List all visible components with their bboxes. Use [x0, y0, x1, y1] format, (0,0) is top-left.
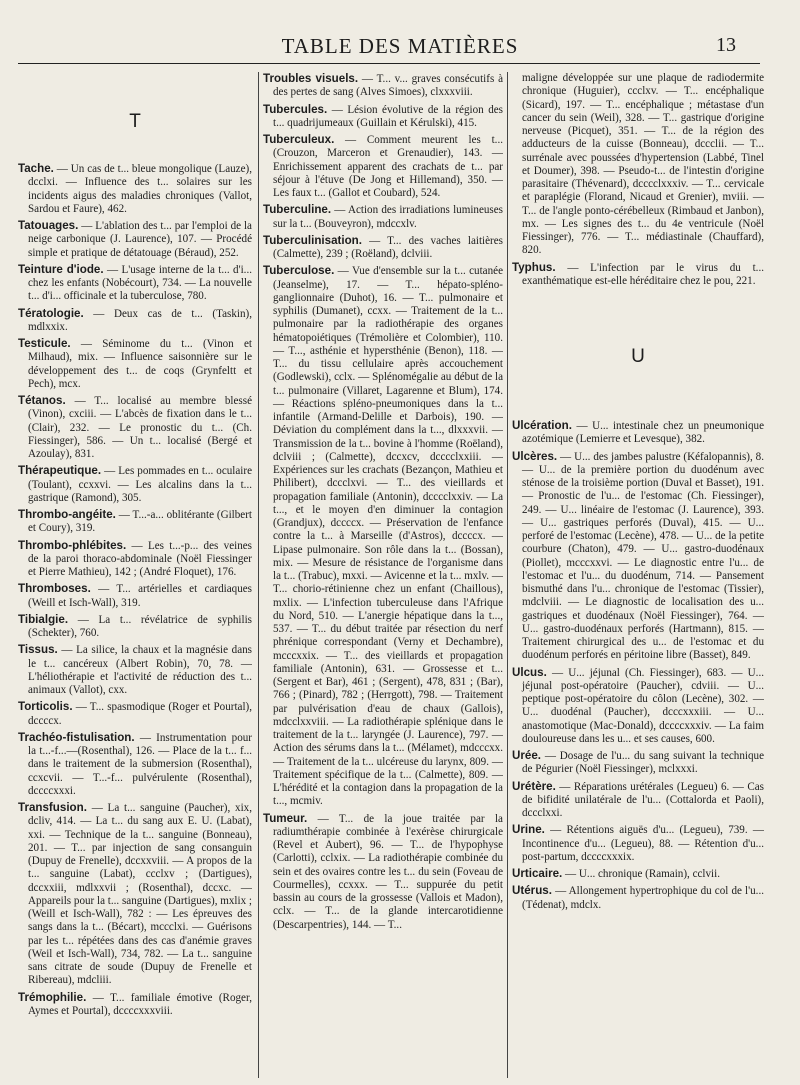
entry-text: — T...-a... oblitérante (Gilbert et Coury), 319.: [28, 509, 252, 535]
entry-text: — Réparations urétérales (Legueu) 6. — Cas de bifidité unilatérale de l'u... (Cottalorda et Paoli), dccclxxi.: [522, 780, 764, 819]
entry-text: — Rétentions aiguës d'u... (Legueu), 739. — Incontinence d'u... (Legueu), 88. — Rétention d'u... post-partum, dccccxxxix.: [522, 824, 764, 863]
entry-term: Ulcération.: [512, 419, 572, 432]
entry-text: — U... chronique (Ramain), cclvii.: [562, 868, 720, 880]
entry-term: Testicule.: [18, 337, 71, 350]
entry-term: Tératologie.: [18, 306, 84, 320]
entry-text: — U... jéjunal (Ch. Fiessinger), 683. — U... jéjunal post-opératoire (Paucher), cdviii. — U... peptique post-opératoire du côlon (Lecène), 302. — U... duodénal (Paucher), dcccxxxiii. — U... anastomotique (Mac-Donald), dccccxxxiv. — La faim douloureuse dans les u... et ses causes, 600.: [522, 666, 764, 745]
entry-text: — Un cas de t... bleue mongolique (Lauze), dcclxi. — Influence des t... solaires sur les incidents aigus des maladies chroniques (Vallot, Sardou et Faure), 462.: [28, 163, 252, 215]
entry-text: — Les pommades en t... oculaire (Toulant), ccxxvi. — Les alcalins dans la t... gastrique (Ramond), 305.: [28, 465, 252, 504]
index-entry: [512, 867, 764, 881]
index-entry: [18, 643, 252, 697]
entry-text: — T... spasmodique (Roger et Pourtal), dccccx.: [28, 701, 252, 727]
index-entry: [18, 219, 252, 260]
index-entry: [512, 884, 764, 912]
entry-term: Tibialgie.: [18, 612, 69, 626]
index-entry: [512, 666, 764, 747]
entry-term: Thrombo-angéite.: [18, 508, 116, 521]
index-entry: [18, 991, 252, 1019]
entry-term: Tissus.: [18, 643, 58, 657]
entry-list: [512, 261, 764, 289]
index-entry: [263, 812, 503, 932]
index-entry: [512, 749, 764, 777]
entry-term: Thrombo-phlébites.: [18, 538, 127, 552]
index-entry: [512, 261, 764, 289]
entry-text: — Dosage de l'u... du sang suivant la technique de Pégurier (Noël Fiessinger), mclxxxi.: [522, 750, 764, 776]
entry-text: — Action des irradiations lumineuses sur la t... (Bouveyron), mdccxlv.: [273, 204, 503, 230]
entry-text: — Séminome du t... (Vinon et Milhaud), mix. — Influence saisonnière sur le développement des t... de coqs (Grynfeltt et Pech), mcx.: [28, 338, 252, 390]
entry-text: — L'usage interne de la t... d'i... chez les enfants (Nobécourt), 734. — La nouvelle t... d'i... officinale et la tuberculose, 780.: [28, 263, 252, 303]
section-letter-u: U: [631, 346, 645, 367]
index-entry: [18, 307, 252, 335]
page-title: TABLE DES MATIÈRES: [281, 34, 519, 58]
entry-term: Trachéo-fistulisation.: [18, 730, 135, 744]
column-middle: [263, 72, 503, 1082]
index-entry: [512, 419, 764, 447]
entry-term: Troubles visuels.: [263, 72, 359, 85]
entry-term: Urétère.: [512, 779, 556, 793]
column-left: [18, 72, 252, 1082]
entry-term: Urticaire.: [512, 867, 563, 880]
section-letter-t: T: [129, 111, 141, 132]
entry-term: Thérapeutique.: [18, 464, 102, 478]
entry-term: Tache.: [18, 162, 54, 175]
entry-term: Tuberculinisation.: [263, 233, 362, 247]
index-entry: [18, 263, 252, 304]
entry-text: — T... artérielles et cardiaques (Weill et Isch-Wall), 319.: [28, 583, 252, 609]
index-entry: [18, 162, 252, 216]
entry-term: Tatouages.: [18, 219, 79, 232]
index-entry: [18, 464, 252, 505]
index-entry: [18, 582, 252, 610]
entry-term: Tétanos.: [18, 394, 66, 407]
index-entry: [18, 613, 252, 641]
entry-term: Ulcères.: [512, 449, 558, 463]
column-right: [512, 72, 764, 1082]
entry-text: — T... de la joue traitée par la radiumthérapie combinée à l'exérèse chirurgicale (Revel et Aubert), 96. — T... de l'hypophyse (Carlotti), cclxix. — La radiothérapie combinée du sein et des ovaires contre les t... du sein (Foveau de Courmelles), ccxxx. — T... suppurée du petit bassin au cours de la grossesse (Vallois et Madon), cclx. — T... de la glande intercarotidienne (Descarpentries), 144. — T...: [273, 812, 503, 931]
entry-text: — La t... sanguine (Paucher), xix, dcliv, 414. — La t... du sang aux E. U. (Labat), xxi. — Technique de la t... sanguine (Bonneau), 201. — T... par injection de sang consanguin (Dupuy de Frenelle), dccxxviii. — A propos de la t... sanguine (Labat), ccclxv ; (Dartigues), dccxxiii, mdlxxvii ; (Rosenthal), dccxc. — Appareils pour la t... sanguine (Dartigues), mxlix ; (Weill et Isch-Wall), 782 : — Les épreuves des sangs dans la t... (Bécart), mccclxi. — Guérisons par les t... répétées dans des cas d'anémie graves (Weil et Isch-Wall), 734, 782. — La t... sanguine sans citrate de soude (Dupuy de Frenelle et Ribereau), mdcliii.: [28, 802, 252, 987]
entry-term: Trémophilie.: [18, 990, 87, 1004]
entry-term: Urine.: [512, 823, 545, 837]
index-entry: [18, 394, 252, 461]
index-entry: [263, 203, 503, 231]
column-divider: [258, 72, 259, 1078]
column-divider: [507, 72, 508, 1078]
entry-list: [18, 162, 252, 1018]
index-entry: [18, 337, 252, 391]
entry-term: Tumeur.: [263, 811, 308, 825]
entry-text: — T... familiale émotive (Roger, Aymes et Pourtal), dccccxxxviii.: [28, 991, 252, 1017]
entry-text: — Les t...-p... des veines de la paroi thoraco-abdominale (Noël Fiessinger et Pierre Mathieu), 142 ; (André Floquet), 176.: [28, 539, 252, 578]
entry-term: Tubercules.: [263, 102, 328, 116]
entry-list: [263, 72, 503, 932]
entry-text: — Lésion évolutive de la région des t... quadrijumeaux (Guillain et Kérulski), 415.: [273, 103, 503, 129]
entry-term: Urée.: [512, 749, 542, 762]
header-rule: [18, 63, 760, 64]
index-entry: [18, 539, 252, 580]
entry-text: — Deux cas de t... (Taskin), mdlxxix.: [28, 307, 252, 333]
entry-text: — Comment meurent les t... (Crouzon, Marceron et Grenaudier), 143. — Enrichissement apparent des crachats de t... par séjour à l'étuve (De Jong et Hillemand), 350. — Les faux t... (Gallot et Coubard), 524.: [273, 134, 503, 199]
entry-text: — La t... révélatrice de syphilis (Schekter), 760.: [28, 613, 252, 639]
index-entry: [263, 264, 503, 808]
entry-text: — T... v... graves consécutifs à des pertes de sang (Alves Simoes), clxxxviii.: [273, 73, 503, 99]
entry-list: [512, 419, 764, 912]
entry-text: — U... des jambes palustre (Kéfalopannis), 8. — U... de la première portion du duodénum avec sténose de la troisième portion (Duval et Basset), 191. — Pronostic de l'u... de l'estomac (Ch. Fiessinger), 249. — U... linéaire de l'estomac (J. Laurence), 393. — U... gastriques perforés (Duval), 415. — U... perforé de l'estomac (Lecène), 478. — U... de la petite courbure (Chaton), 479. — U... gastro-duodénaux (Piollet), mcccxxvi. — Le diagnostic entre l'u... de l'estomac et l'u... du duodénum, 714. — Pansement bismuthé dans l'u... chronique de l'estomac (Tissier), mdclviii. — Le diagnostic de localisation des u... gastriques et duodénaux (Noël Fiessinger), 764. — U... gastro-duodénaux perforés (Hartmann), 815. — Traitement chirurgical des u... de l'estomac et du duodénum perforés en péritoine libre (Basset), 849.: [522, 450, 764, 662]
entry-term: Utérus.: [512, 884, 552, 898]
page-number: 13: [716, 34, 736, 56]
index-entry: [263, 103, 503, 131]
index-entry: [512, 780, 764, 821]
index-entry: [18, 801, 252, 988]
entry-text: — L'ablation des t... par l'emploi de la neige carbonique (J. Laurence), 107. — Procédé simple et pratique de détatouage (Béraud), 252.: [28, 220, 252, 259]
entry-term: Ulcus.: [512, 665, 547, 679]
entry-text: — Allongement hypertrophique du col de l'u... (Tédenat), mdclx.: [522, 885, 764, 911]
entry-text: — T... des vaches laitières (Calmette), 239 ; (Roëland), dclviii.: [273, 234, 503, 260]
entry-text: — La silice, la chaux et la magnésie dans le t... cancéreux (Albert Robin), 70, 78. — L'héliothérapie et l'activité de réduction des t... animaux (Vallot), cxx.: [28, 644, 252, 696]
entry-text: — Vue d'ensemble sur la t... cutanée (Jeanselme), 17. — T... hépato-spléno-ganglionnaire (Duhot), 16. — T... pulmonaire et syphilis (Dumanet), ccxx. — Traitement de la t... pulmonaire par la radiothérapie des organes hématopoiétiques (Trémolière et Colombier), 110. — T..., asthénie et hypersthénie (Benon), 118. — T... du tissu cellulaire après accouchement (Godlewski), cclx. — Splénomégalie au début de la t... pulmonaire (Villaret, Lagarenne et Blum), 174. — Réactions spléno-pneumoniques dans la t... infantile (Armand-Delille et Darbois), 190. — Déviation du complément dans la t..., dlxxxvii. — Transmission de la t... bovine à l'homme (Roëland), dclviii ; (Calmette), dccxcv, dcccclxxiii. — Expériences sur les crachats (Bezançon, Mathieu et Philibert), dccclxvi. — T... des vieillards et propagation familiale (Antonin), dcccclxxiv. — La t..., et le moyen d'en diminuer la contagion (Grandjux), dccccx. — Préservation de l'enfance contre la t... à Marseille (d'Astros), dccccx. — Lipase pulmonaire. Son rôle dans la t... (Bossan), mix. — Mesure de résistance de l'organisme dans la t... (Trabuc), mxxi. — Avicenne et la t... mxlv. — T... chorio-rétinienne chez un enfant (Chaillous), mxlix. — L'infection tuberculeuse dans l'Afrique du Nord, 510. — L'anergie hépatique dans la t..., 537. — T... du début traitée par résection du nerf phrénique correspondant (Verny et Dechambre), mcccxxix. — T... des vieillards et propagation familiale (Antonin), 631. — Grossesse et t... (Sergent et Bar), 461 ; (Sergent), 478, 831 ; (Bar), 766 ; (Pinard), 782 ; (Herrgott), 798. — Traitement par pulvérisation d'eau de chaux (Gallois), mdcclxxviii. — La radiothérapie splénique dans le traitement de la t... laryngée (J. Laurence), 797. — Action des sérums dans la t... (Mélamet), mdcccxx. — Traitement de la t... ulcéreuse du larynx, 809. — Traitement spécifique de la t... (Calmette), 809. — L'hérédité et la contagion dans la propagation de la t..., mcmiv.: [273, 265, 503, 808]
index-entry: [263, 72, 503, 100]
entry-term: Torticolis.: [18, 700, 73, 714]
index-entry: [512, 823, 764, 864]
index-entry: [263, 133, 503, 200]
index-entry: [18, 508, 252, 536]
entry-text: — L'infection par le virus du t... exanthématique est-elle héréditaire chez le pou, 221.: [522, 261, 764, 287]
entry-text: — T... localisé au membre blessé (Vinon), cxciii. — L'abcès de fixation dans le t... (Clair), 232. — Le pronostic du t... (Ch. Fiessinger), 586. — Un t... localisé (Bergé et Azoulay), 831.: [28, 395, 252, 460]
entry-term: Tuberculine.: [263, 203, 332, 217]
entry-text: — Instrumentation pour la t...-f...—(Rosenthal), 126. — Place de la t... f... dans le traitement de la submersion (Rosenthal), ccxcvii. — T...-f... pulvérulente (Rosenthal), dccccxxxi.: [28, 731, 252, 797]
entry-term: Typhus.: [512, 260, 556, 274]
entry-term: Teinture d'iode.: [18, 262, 104, 276]
continued-entry-text: maligne développée sur une plaque de radiodermite chronique (Huguier), ccclxv. — T... encéphalique (Sicard), 197. — T... encéphalique ; métastase d'un cancer du sein (Weil), 328. — T... gastrique d'origine nerveuse (Picquet), 351. — T... de la région des adducteurs de la cuisse (Bonneau), dccclii. — T... surrénale avec poussées d'hypertension (Labbé, Tinel et Doumer), 398. — Pseudo-t... de l'intestin d'origine parasitaire (Thévenard), dcccclxxxiv. — T... cervicale et paraplégie (Florand, Nicaud et Grenier), mviii. — T... de l'angle ponto-cérébelleux (Rimbaud et Janbon), mx. — Les signes des t... du 4e ventricule (Noël Fiessinger), 776. — T... médiastinale (Chauffard), 820.: [522, 72, 764, 257]
entry-text: — U... intestinale chez un pneumonique azotémique (Lemierre et Levesque), 382.: [522, 420, 764, 446]
index-entry: [512, 450, 764, 663]
entry-term: Thromboses.: [18, 582, 91, 596]
entry-term: Tuberculeux.: [263, 133, 335, 146]
entry-term: Transfusion.: [18, 801, 87, 814]
index-entry: [263, 234, 503, 262]
entry-term: Tuberculose.: [263, 264, 335, 278]
index-entry: [18, 700, 252, 728]
running-head: [0, 34, 800, 64]
index-entry: [18, 731, 252, 798]
